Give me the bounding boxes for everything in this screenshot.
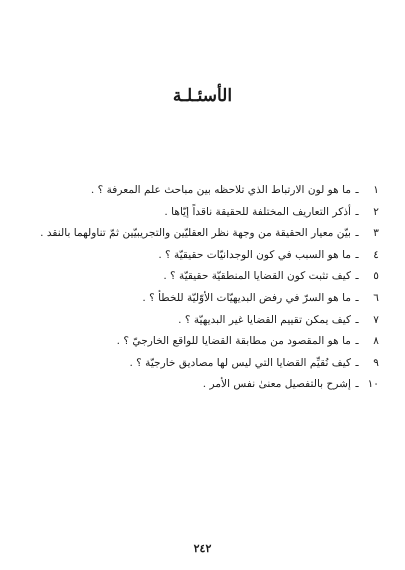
question-item bbox=[19, 310, 379, 332]
question-number: ٤ bbox=[373, 248, 379, 261]
question-dash: ـ bbox=[355, 291, 359, 304]
question-text: إشرح بالتفصيل معنىٰ نفس الأمر . bbox=[202, 378, 351, 391]
question-item bbox=[19, 223, 379, 245]
question-dash: ـ bbox=[355, 270, 359, 283]
question-item bbox=[19, 353, 379, 375]
question-number: ١ bbox=[373, 184, 379, 196]
questions-list bbox=[19, 180, 379, 396]
question-item bbox=[19, 331, 379, 353]
question-text: ما هو السرّ في رفض البديهيّات الأوّليّة للخطأ ؟ . bbox=[142, 291, 351, 304]
question-dash: ـ bbox=[355, 184, 359, 196]
question-text: كيف نُقيِّم القضايا التي ليس لها مصاديق خارجيّة ؟ . bbox=[129, 356, 351, 369]
question-dash: ـ bbox=[355, 356, 359, 369]
question-dash: ـ bbox=[355, 335, 359, 348]
question-number: ٥ bbox=[373, 270, 379, 283]
question-text: بيّن معيار الحقيقة من وجهة نظر العقليّين والتجريبيّين ثمّ تناولهما بالنقد . bbox=[40, 227, 351, 240]
page-number: ٢٤٢ bbox=[193, 542, 212, 555]
question-number: ٢ bbox=[373, 205, 379, 218]
question-item bbox=[19, 202, 379, 224]
question-dash: ـ bbox=[355, 378, 359, 391]
question-text: كيف يمكن تقييم القضايا غير البديهيّة ؟ . bbox=[178, 313, 351, 326]
question-number: ٩ bbox=[373, 356, 379, 369]
question-number: ٧ bbox=[373, 313, 379, 326]
question-number: ٨ bbox=[373, 335, 379, 348]
question-text: كيف تثبت كون القضايا المنطقيّة حقيقيّة ؟ . bbox=[163, 270, 351, 283]
question-dash: ـ bbox=[355, 248, 359, 261]
question-text: ما هو المقصود من مطابقة القضايا للواقع الخارجيّ ؟ . bbox=[116, 335, 351, 348]
question-item bbox=[19, 374, 379, 396]
question-number: ٦ bbox=[373, 291, 379, 304]
question-dash: ـ bbox=[355, 227, 359, 240]
question-text: أذكر التعاريف المختلفة للحقيقة ناقداً إيّاها . bbox=[164, 205, 351, 218]
question-text: ما هو السبب في كون الوجدانيّات حقيقيّة ؟ . bbox=[158, 248, 351, 261]
question-dash: ـ bbox=[355, 205, 359, 218]
question-number: ٣ bbox=[373, 227, 379, 240]
question-dash: ـ bbox=[355, 313, 359, 326]
question-item bbox=[19, 266, 379, 288]
question-item bbox=[19, 288, 379, 310]
question-item bbox=[19, 180, 379, 202]
question-text: ما هو لون الارتباط الذي تلاحظه بين مباحث علم المعرفة ؟ . bbox=[90, 184, 351, 196]
question-item bbox=[19, 245, 379, 267]
page-heading: الأسئـلـة bbox=[172, 86, 233, 106]
question-number: ١٠ bbox=[367, 378, 379, 391]
